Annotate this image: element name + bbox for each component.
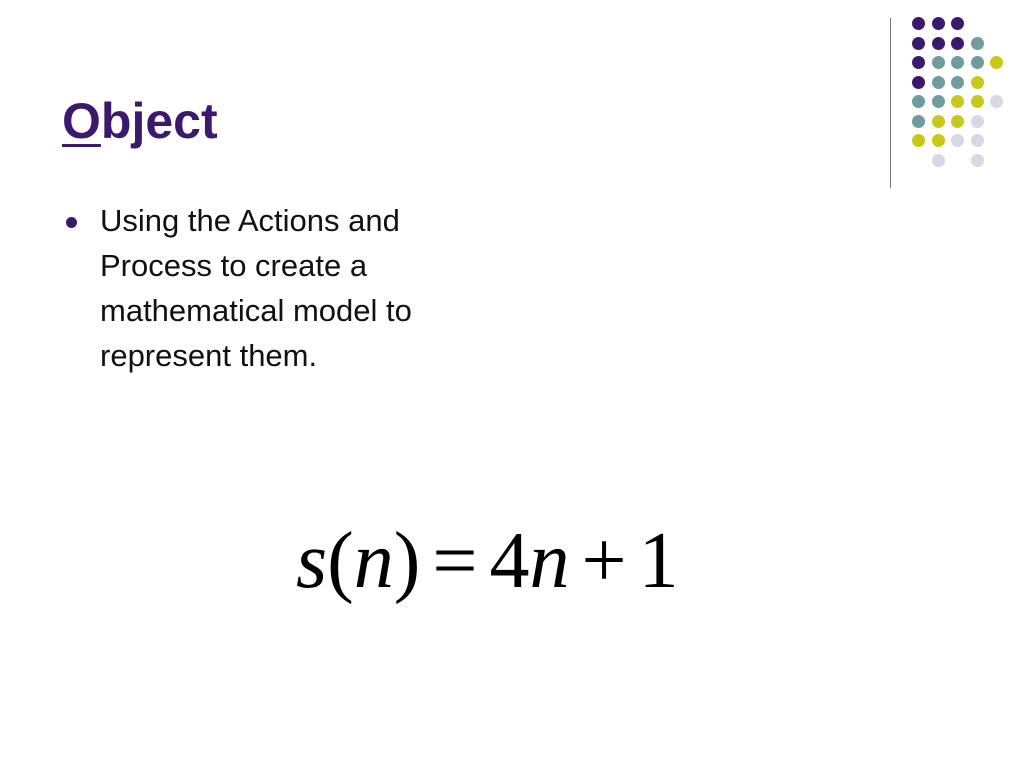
decorative-dot (912, 115, 925, 128)
decorative-dot (951, 17, 964, 30)
decorative-dot (971, 37, 984, 50)
decorative-dot (932, 134, 945, 147)
formula-function: s (296, 517, 328, 605)
decorative-dot (932, 76, 945, 89)
decorative-dot (951, 56, 964, 69)
decorative-dot (912, 56, 925, 69)
decorative-dot (912, 37, 925, 50)
decorative-dot (990, 95, 1003, 108)
vertical-divider (890, 18, 891, 188)
formula-constant: 1 (638, 517, 679, 605)
title-first-letter: O (62, 93, 101, 149)
decorative-dot (932, 95, 945, 108)
decorative-dot (951, 76, 964, 89)
decorative-dot (932, 115, 945, 128)
decorative-dot (971, 56, 984, 69)
decorative-dot (912, 134, 925, 147)
formula-variable: n (529, 517, 570, 605)
decorative-dot (912, 76, 925, 89)
decorative-dot (951, 95, 964, 108)
bullet-dot-icon (66, 217, 77, 228)
decorative-dot (932, 56, 945, 69)
decorative-dot (932, 37, 945, 50)
decorative-dot (932, 17, 945, 30)
slide-title (62, 90, 218, 152)
decorative-dot (971, 115, 984, 128)
decorative-dot (932, 154, 945, 167)
bullet-text: Using the Actions and Process to create a mathematical model to represent them. (100, 203, 412, 373)
formula-equals: = (432, 517, 478, 605)
formula (296, 516, 679, 606)
formula-argument: n (353, 517, 394, 605)
decorative-dot (951, 115, 964, 128)
bullet-item (62, 198, 502, 378)
decorative-dot (990, 56, 1003, 69)
decorative-dot (971, 76, 984, 89)
decorative-dot (971, 154, 984, 167)
decorative-dot (912, 95, 925, 108)
title-rest: bject (100, 93, 218, 149)
decorative-dot (951, 134, 964, 147)
formula-close-paren: ) (393, 517, 421, 605)
decorative-dot (951, 37, 964, 50)
decorative-dot (971, 95, 984, 108)
decorative-dot (912, 17, 925, 30)
formula-plus: + (581, 517, 627, 605)
decorative-dot (971, 134, 984, 147)
formula-coefficient: 4 (489, 517, 530, 605)
formula-open-paren: ( (327, 517, 354, 605)
bullet-list (62, 198, 502, 378)
